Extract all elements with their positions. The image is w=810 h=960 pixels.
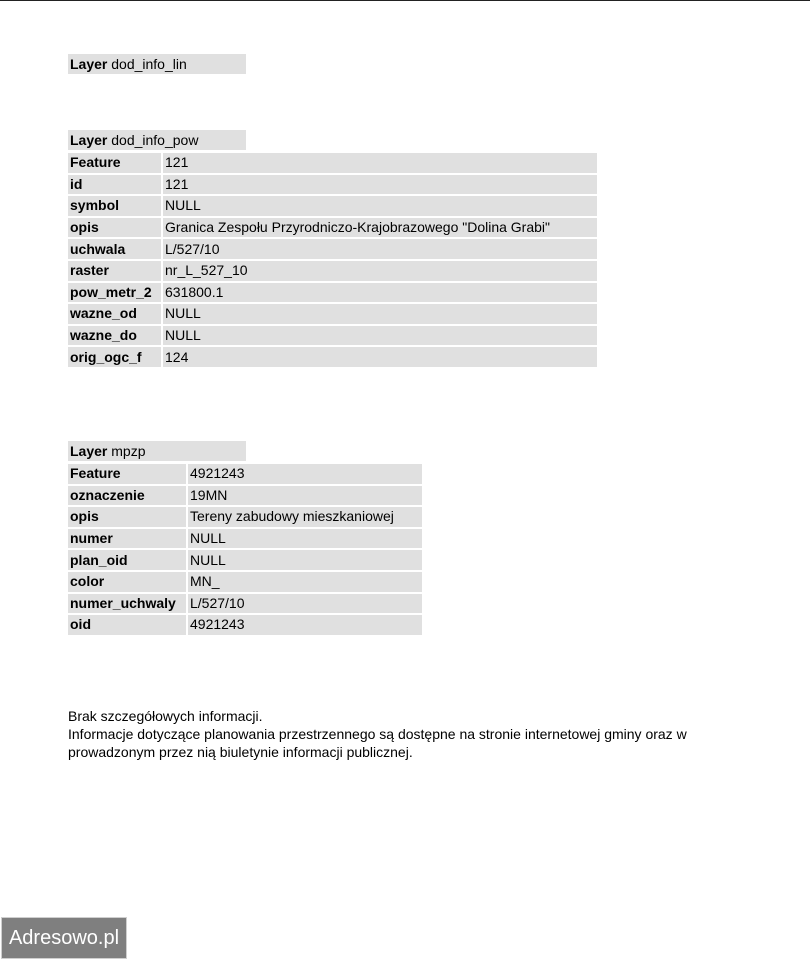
table-row <box>68 283 597 303</box>
table-row <box>68 550 422 570</box>
table-row <box>68 507 422 527</box>
attribute-value: L/527/10 <box>163 239 597 259</box>
layer-name: dod_info_lin <box>111 56 187 72</box>
layer-label: Layer <box>70 132 108 148</box>
attribute-key: wazne_od <box>68 304 161 324</box>
attribute-key: opis <box>68 507 186 527</box>
top-border-line <box>0 0 810 1</box>
attribute-key: numer_uchwaly <box>68 594 186 614</box>
attribute-key: wazne_do <box>68 326 161 346</box>
attribute-key: oid <box>68 615 186 635</box>
attribute-value: NULL <box>188 550 422 570</box>
layer-header-mpzp <box>68 441 246 461</box>
attribute-key: numer <box>68 529 186 549</box>
attribute-value: 124 <box>163 347 597 367</box>
attribute-key: symbol <box>68 196 161 216</box>
attribute-key: raster <box>68 261 161 281</box>
note-line: prowadzonym przez nią biuletynie informacji publicznej. <box>68 744 413 760</box>
note-line: Informacje dotyczące planowania przestrzennego są dostępne na stronie internetowej gminy oraz w <box>68 726 687 742</box>
attribute-key: oznaczenie <box>68 486 186 506</box>
table-row <box>68 486 422 506</box>
layer-name: mpzp <box>111 443 146 459</box>
attribute-value: L/527/10 <box>188 594 422 614</box>
table-row <box>68 615 422 635</box>
attribute-value: 121 <box>163 175 597 195</box>
layer-header-dod-info-lin <box>68 54 246 74</box>
attribute-key: uchwala <box>68 239 161 259</box>
info-note <box>68 707 768 761</box>
attribute-value: Granica Zespołu Przyrodniczo-Krajobrazowego "Dolina Grabi" <box>163 218 597 238</box>
attribute-value: 19MN <box>188 486 422 506</box>
attribute-key: color <box>68 572 186 592</box>
table-row <box>68 261 597 281</box>
table-row <box>68 196 597 216</box>
layer-label: Layer <box>70 443 108 459</box>
layer-label: Layer <box>70 56 108 72</box>
attribute-key: id <box>68 175 161 195</box>
table-row <box>68 594 422 614</box>
attributes-table-mpzp <box>68 462 422 637</box>
attribute-key: plan_oid <box>68 550 186 570</box>
note-line: Brak szczegółowych informacji. <box>68 708 263 724</box>
layer-name: dod_info_pow <box>111 132 199 148</box>
table-row <box>68 464 422 484</box>
table-row <box>68 326 597 346</box>
attribute-key: Feature <box>68 153 161 173</box>
attribute-value: 631800.1 <box>163 283 597 303</box>
attributes-table-dod-info-pow <box>68 151 597 369</box>
attribute-key: opis <box>68 218 161 238</box>
table-row <box>68 347 597 367</box>
table-row <box>68 239 597 259</box>
attribute-key: Feature <box>68 464 186 484</box>
attribute-value: 121 <box>163 153 597 173</box>
attribute-value: NULL <box>163 304 597 324</box>
table-row <box>68 529 422 549</box>
attribute-value: NULL <box>163 326 597 346</box>
attribute-value: 4921243 <box>188 615 422 635</box>
attribute-value: 4921243 <box>188 464 422 484</box>
attribute-value: MN_ <box>188 572 422 592</box>
table-row <box>68 218 597 238</box>
layer-header-dod-info-pow <box>68 130 246 150</box>
table-row <box>68 153 597 173</box>
attribute-key: orig_ogc_f <box>68 347 161 367</box>
table-row <box>68 304 597 324</box>
watermark-badge: Adresowo.pl <box>1 917 127 959</box>
table-row <box>68 572 422 592</box>
attribute-value: NULL <box>188 529 422 549</box>
attribute-value: nr_L_527_10 <box>163 261 597 281</box>
attribute-value: NULL <box>163 196 597 216</box>
table-row <box>68 175 597 195</box>
attribute-value: Tereny zabudowy mieszkaniowej <box>188 507 422 527</box>
attribute-key: pow_metr_2 <box>68 283 161 303</box>
